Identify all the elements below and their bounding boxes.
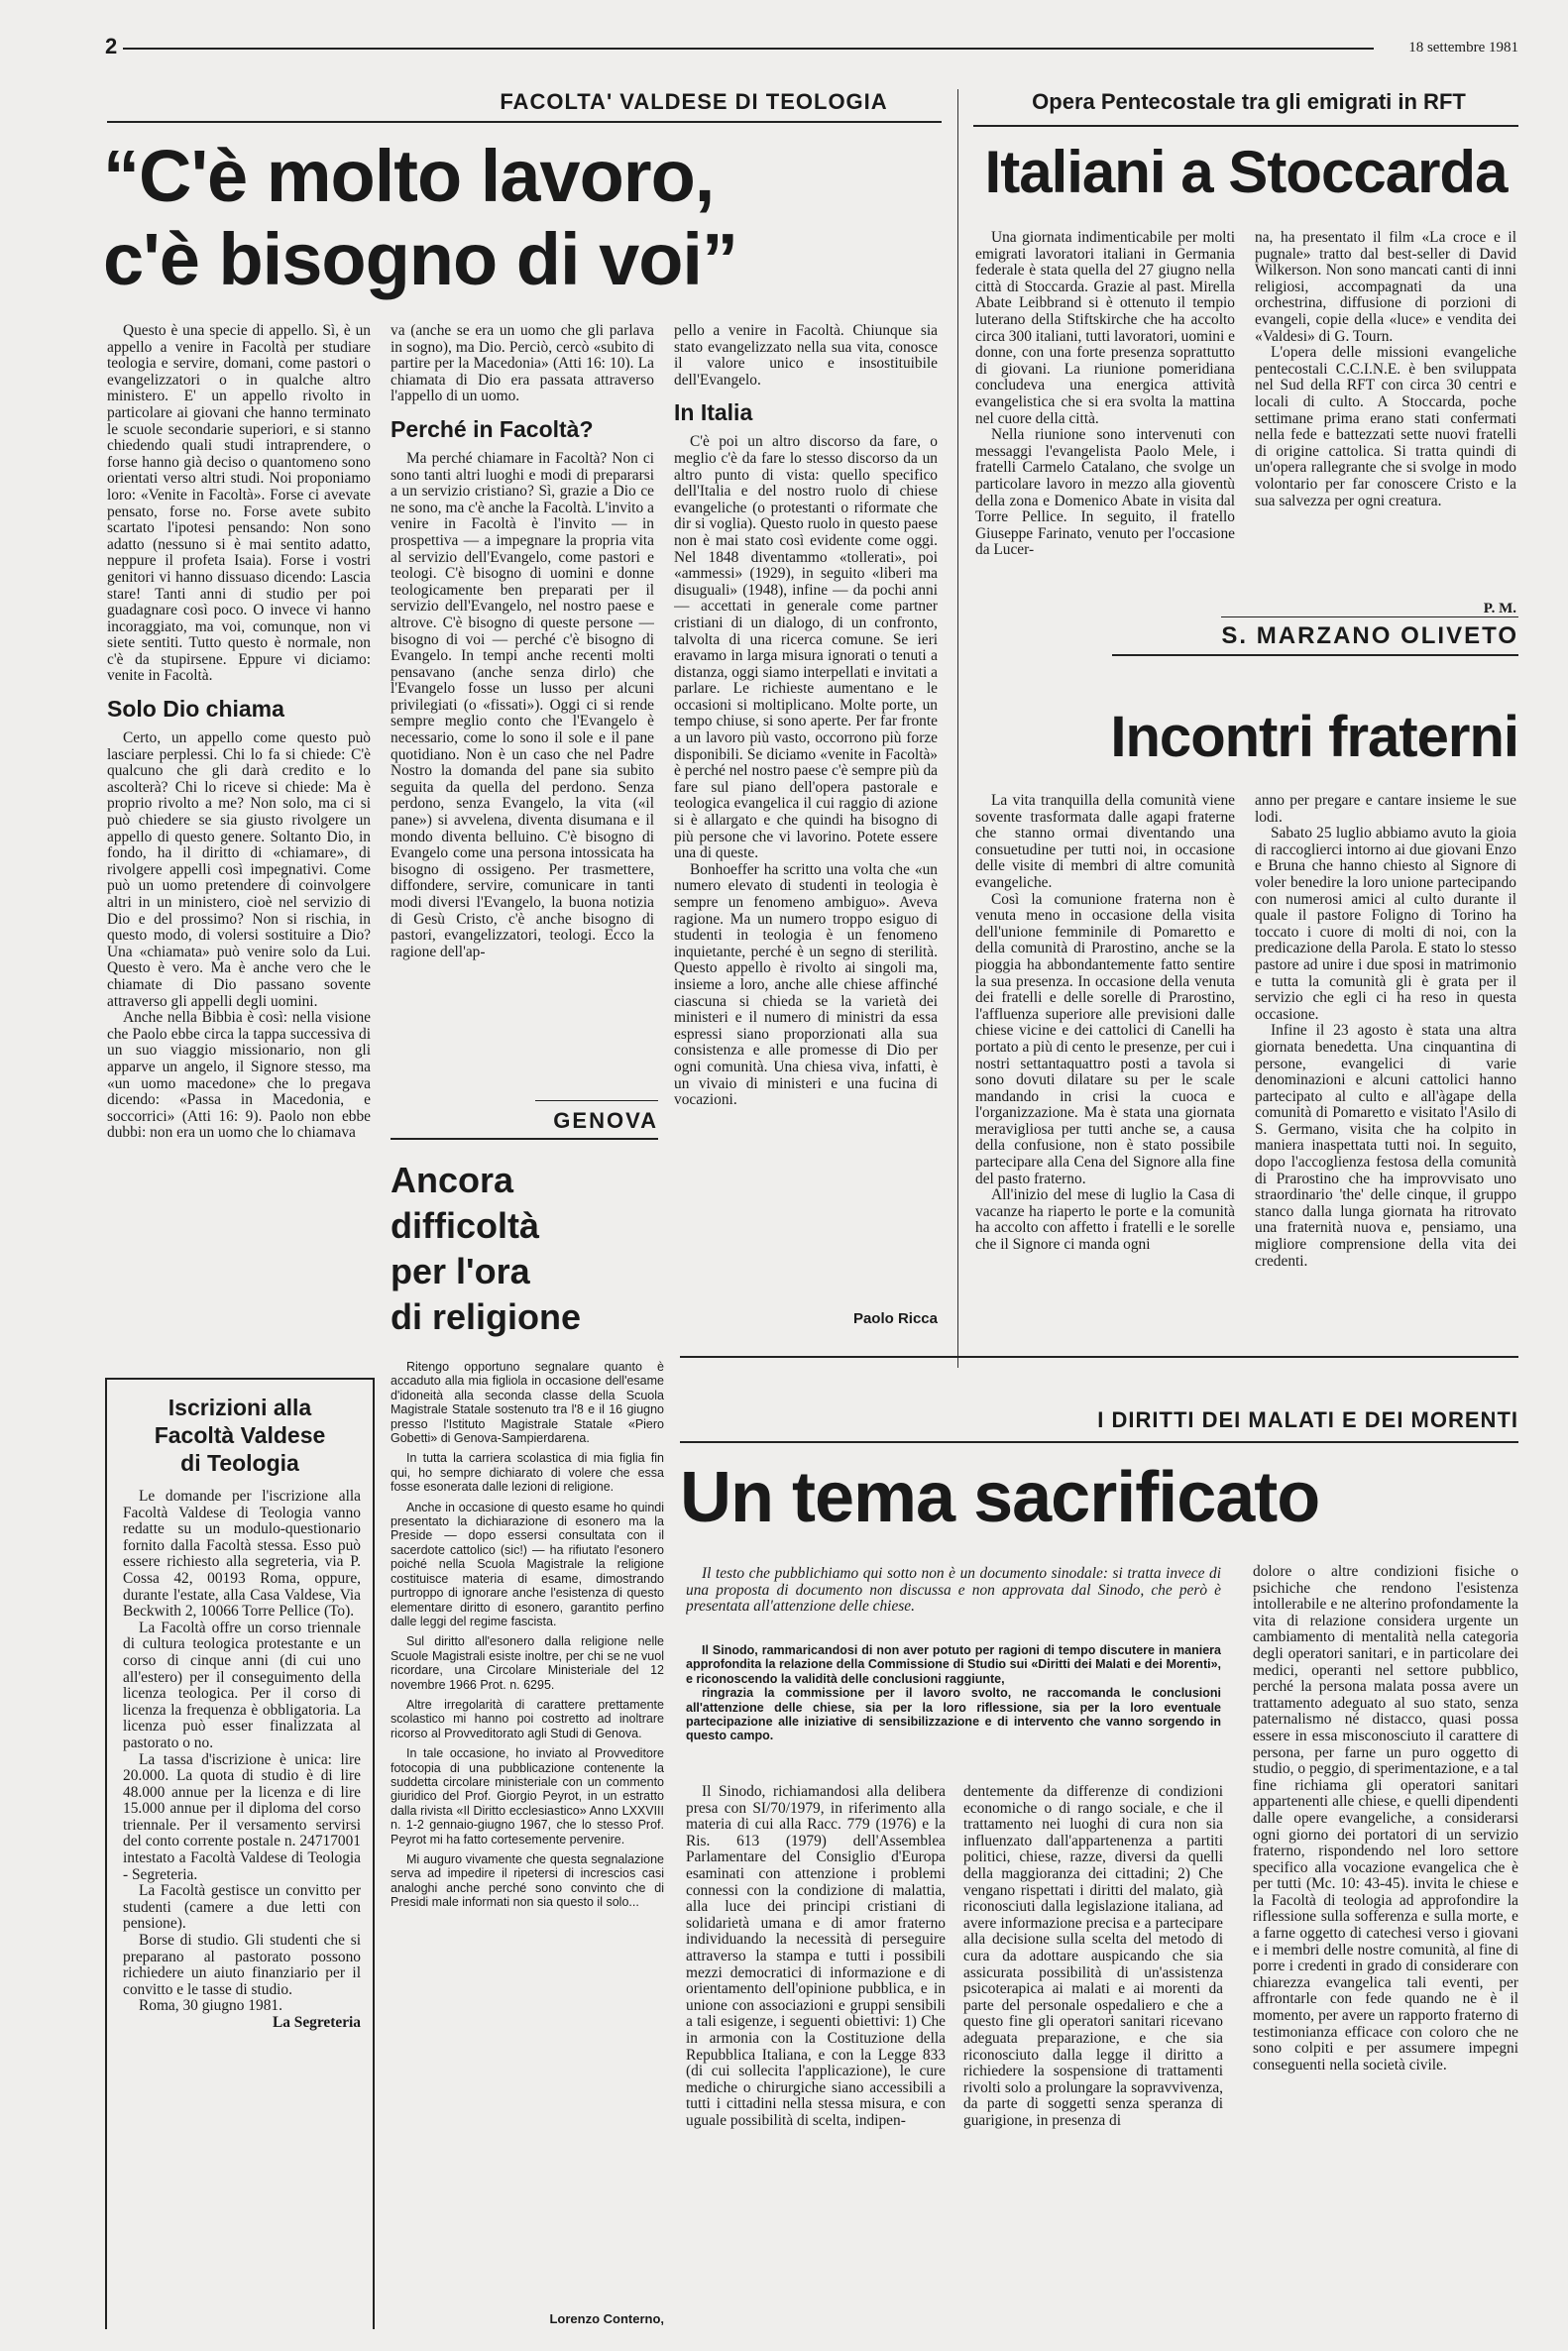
genova-paragraph: In tutta la carriera scolastica di mia figlia fin qui, ho sempre dichiarato di volere che essa fosse esonerata dalle lezioni di religione. bbox=[391, 1451, 664, 1495]
stoccarda-paragraph: L'opera delle missioni evangeliche pentecostali C.C.I.N.E. è ben sviluppata nel Sud della RFT con circa 30 centri e locali di culto. A Stoccarda, poche settimane prima erano stati confermati nella fede e battezzati sette nuovi fratelli di origine cattolica. Si tratta quindi di un'opera rallegrante che si svolge in modo volontario per far conoscere Cristo e la sua salvezza per ogni creatura. bbox=[1255, 344, 1516, 509]
box-paragraph: Borse di studio. Gli studenti che si preparano al pastorato possono richiedere un aiuto finanziario per il convitto e le tasse di studio. bbox=[123, 1932, 361, 1998]
right-middle-headline: Incontri fraterni bbox=[1110, 705, 1518, 769]
box-date: Roma, 30 giugno 1981. bbox=[139, 1997, 282, 2015]
right-middle-section: S. MARZANO OLIVETO bbox=[1221, 622, 1518, 649]
page-number: 2 bbox=[105, 34, 118, 58]
genova-headline bbox=[391, 1158, 668, 1340]
left-col1-paragraph: Certo, un appello come questo può lasciare perplessi. Chi lo fa si chiede: C'è qualcuno che gli darà credito e lo ascolterà? Chi lo riceve si chiede: Ma è proprio rivolto a me? Non solo, ma ci si può chiedere se sia giusto rivolgere un appello di questo genere. Soltanto Dio, in fondo, ha il diritto di «chiamare», di rivolgere appelli così impegnativi. Come può un uomo pretendere di coinvolgere altri in un ministero, cioè nel servizio di Dio e del prossimo? Non si rischia, in questo modo, di volersi sostituire a Dio? Una «chiamata» può venire solo da Lui. Questo è vero. Ma è anche vero che le chiamate di Dio passano sovente attraverso gli appelli degli uomini. bbox=[107, 729, 371, 1010]
genova-paragraph: Mi auguro vivamente che questa segnalazione serva ad impedire il ripetersi di increscios casi analoghi anche perché sono convinto che di Presidi male informati non sia questo il solo... bbox=[391, 1852, 664, 1910]
box-paragraph: Le domande per l'iscrizione alla Facoltà Valdese di Teologia vanno redatte su un modulo-questionario fornito dalla Facoltà stessa. Esso può essere richiesto alla segreteria, via P. Cossa 42, 00193 Roma, oppure, durante l'estate, alla Casa Valdese, Via Beckwith 2, 10066 Torre Pellice (To). bbox=[123, 1489, 361, 1621]
marzano-paragraph: anno per pregare e cantare insieme le sue lodi. bbox=[1255, 793, 1516, 826]
box-title-3: di Teologia bbox=[180, 1450, 299, 1476]
box-body bbox=[123, 1489, 361, 2242]
marzano-column-1 bbox=[975, 793, 1235, 1388]
left-col3-paragraph: pello a venire in Facoltà. Chiunque sia stato evangelizzato nella sua vita, conosce il valore unico e insostituibile dell'Evangelo. bbox=[674, 323, 938, 389]
bottom-bold-paragraph: ringrazia la commissione per il lavoro svolto, ne raccomanda le conclusioni all'attenzione delle chiese, sia per la loro riflessione, sia per la loro eventuale partecipazione alle iniziative di sensibilizzazione e di intervento che vanno sorgendo in questo campo. bbox=[686, 1686, 1221, 1743]
subhead-solo-dio: Solo Dio chiama bbox=[107, 696, 284, 723]
genova-headline-2: difficoltà bbox=[391, 1205, 539, 1246]
right-top-headline: Italiani a Stoccarda bbox=[984, 139, 1508, 205]
genova-rule bbox=[391, 1138, 658, 1140]
subhead-perche: Perché in Facoltà? bbox=[391, 415, 594, 442]
stoccarda-paragraph: Nella riunione sono intervenuti con messaggi l'evangelista Paolo Mele, i fratelli Carmelo Catalano, che svolge un particolare lavoro in mezzo alla gioventù della zona e Domenico Abate in visita dal Torre Pellice. In seguito, il fratello Giuseppe Farinato, venuto per l'occasione da Lucer- bbox=[975, 426, 1235, 559]
left-signature: Paolo Ricca bbox=[852, 1310, 938, 1327]
marzano-paragraph: Sabato 25 luglio abbiamo avuto la gioia di raccoglierci intorno ai due giovani Enzo e Bruna che hanno chiesto al Signore di voler benedire la loro unione partecipando con numerosi amici al culto durante il quale il pastore Foligno di Torino ha toccato i cuore di molti di noi, con la predicazione della Parola. E stato lo stesso pastore ad unire i due sposi in matrimonio e tutta la comunità gli è grata per il servizio che egli ci ha reso in questa occasione. bbox=[1255, 825, 1516, 1023]
box-paragraph: La Facoltà offre un corso triennale di cultura teologica protestante e un corso di cinque anni (di cui uno all'estero) per il conseguimento della licenza teologica. Per il corso di licenza la frequenza è obbligatoria. La licenza può esser finalizzata al pastorato o no. bbox=[123, 1619, 361, 1751]
left-column-1 bbox=[107, 323, 371, 1344]
genova-paragraph: Sul diritto all'esonero dalla religione nelle Scuole Magistrali esiste inoltre, per chi se ne vuol ricordare, una Circolare Ministeriale del 12 novembre 1966 Prot. n. 6295. bbox=[391, 1634, 664, 1692]
marzano-paragraph: Così la comunione fraterna non è venuta meno in occasione della visita dell'unione femminile di Pomaretto e della comunità di Prarostino, anche se la pioggia ha abbondantemente fatto sentire la sua presenza. In occasione della venuta dei fratelli e delle sorelle di Prarostino, l'affluenza superiore alle previsioni dalle chiese vicine e dei cattolici di Canelli ha portato a più di cento le presenze, per cui i nostri settantaquattro posti a tavola si sono dovuti dilatare su per le scale mandando in crisi la cuoca e l'organizzazione. Ma è stata una giornata meravigliosa per tutti anche se, a causa della confusione, non è stato possibile partecipare alla Cena del Signore alla fine del pasto fraterno. bbox=[975, 890, 1235, 1187]
bottom-column-a: Il Sinodo, richiamandosi alla delibera presa con SI/70/1979, in riferimento alla materia di cui alla Racc. 779 (1976) e la Ris. 613 (1979) dell'Assemblea Parlamentare del Consiglio d'Europa esaminati con attenzione i problemi connessi con la condizione di malattia, alla luce dei principi cristiani di solidarietà umana e di amor fraterno individuando la necessità di perseguire attraverso la stampa e tutti i possibili mezzi democratici di informazione e di orientamento dell'opinione pubblica, e in unione con associazioni e gruppi sensibili a tali esigenze, i seguenti obiettivi: 1) Che in armonia con la Costituzione della Repubblica Italiana, e con la Legge 833 (di cui sollecita l'applicazione), le cure mediche o chirurgiche siano accessibili a tutti i cittadini nella stessa misura, e con uguale possibilità di scelta, indipen- bbox=[686, 1784, 946, 2129]
genova-paragraph: Ritengo opportuno segnalare quanto è accaduto alla mia figliola in occasione dell'esame d'idoneità alla seconda classe della Scuola Magistrale Statale sostenuto tra l'8 e il 16 giugno presso l'Istituto Magistrale Statale «Piero Gobetti» di Genova-Sampierdarena. bbox=[391, 1360, 664, 1446]
right-middle-rule bbox=[1112, 654, 1518, 656]
bottom-bold-paragraph: Il Sinodo, rammaricandosi di non aver potuto per ragioni di tempo discutere in maniera approfondita la relazione della Commissione di Studio sui «Diritti dei Malati e dei Morenti», e riconoscendo la validità delle conclusioni raggiunte, bbox=[686, 1643, 1221, 1686]
left-headline-1: “C'è molto lavoro, bbox=[103, 135, 715, 217]
marzano-paragraph: All'inizio del mese di luglio la Casa di vacanze ha riaperto le porte e la comunità ha accolto con affetto i fratelli e le sorelle che il Signore ci manda ogni bbox=[975, 1186, 1235, 1254]
left-col1-paragraph: Anche nella Bibbia è così: nella visione che Paolo ebbe circa la tappa successiva di un suo viaggio missionario, non gli apparve un angelo, il Signore stesso, ma «un uomo macedone» che lo pregava dicendo: «Passa in Macedonia, e soccorrici» (Atti 16: 9). Paolo non ebbe dubbi: non era un uomo che lo chiamava bbox=[107, 1009, 371, 1142]
page-date: 18 settembre 1981 bbox=[1408, 40, 1518, 56]
left-col3-paragraph: C'è poi un altro discorso da fare, o meglio c'è da fare lo stesso discorso da un altro punto di vista: quello specifico dell'Italia e del nostro ruolo di chiese evangeliche (o protestanti o riformate che dir si voglia). Questo ruolo in questo paese non è mai stato così evidente come oggi. Nel 1848 diventammo «tollerati», poi «ammessi» (1929), in seguito «liberi ma disuguali» (1948), infine — da pochi anni — accettati in generale come partner cristiani di un dialogo, di un confronto, talvolta di una ricerca comune. Se ieri eravamo in larga misura ignorati o tenuti a distanza, oggi siamo interpellati e invitati a parlare. Le richieste aumentano e le occasioni si moltiplicano. Molte porte, un tempo chiuse, si sono aperte. Per far fronte a un lavoro più vasto, occorrono più forze disponibili. Se diciamo «venite in Facoltà» è perché nel nostro paese c'è sempre più da fare sul piano dell'opera pastorale e teologica evangelica il cui raggio di azione si è allargato e che quindi ha bisogno di più persone che vi lavorino. Potete essere una di queste. bbox=[674, 433, 938, 862]
right-top-rule bbox=[973, 125, 1518, 127]
bottom-rule bbox=[680, 1441, 1518, 1443]
genova-headline-1: Ancora bbox=[391, 1160, 514, 1200]
stoccarda-column-2 bbox=[1255, 230, 1516, 597]
bottom-column-c: dolore o altre condizioni fisiche o psichiche che rendono l'esistenza intollerabile e ne alterino profondamente la vita di relazione considera urgente un cambiamento di mentalità nella categoria degli operatori sanitari, e in particolare dei medici, operanti nel settore pubblico, perché la persona malata possa avere un trattamento adeguato al suo stato, senza paternalismo né distacco, quasi possa essere in essa misconosciuto il carattere di persona, per farne un puro oggetto di studio, o peggio, di sperimentazione, e a tal fine richiama gli operatori sanitari appartenenti alle chiese, e quelli dipendenti dalle opere evangeliche, a considerarsi ogni giorno dei portatori di un servizio fraterno, rispondendo nel loro settore specifico alla vocazione evangelica che è per tutti (Mc. 10: 43-45). invita le chiese e la Facoltà di teologia ad approfondire la riflessione sulla sofferenza e sulla morte, e a farne oggetto di catechesi verso i giovani e i membri delle nostre comunità, al fine di porre i credenti in grado di considerare con chiarezza evangelica tali eventi, per affrontarle con fede quando ne è il momento, per avere un rapporto fraterno di testimonianza efficace con coloro che ne sono colpiti e per assumere impegni conseguenti nella società civile. bbox=[1253, 1564, 1518, 2073]
subhead-in-italia: In Italia bbox=[674, 399, 753, 426]
stoccarda-column-1 bbox=[975, 230, 1235, 616]
genova-headline-3: per l'ora bbox=[391, 1251, 530, 1291]
bottom-intro: Il testo che pubblichiamo qui sotto non è un documento sinodale: si tratta invece di una proposta di documento non discussa e non approvata dal Sinodo, che però è presentata all'attenzione delle chiese. bbox=[686, 1566, 1221, 1616]
box-paragraph: La tassa d'iscrizione è unica: lire 20.000. La quota di studio è di lire 48.000 annue per la licenza e di lire 15.000 annue per il diploma del corso triennale. Per il versamento servirsi del conto corrente postale n. 24717001 intestato a Facoltà Valdese di Teologia - Segreteria. bbox=[123, 1750, 361, 1883]
bottom-rule-top bbox=[680, 1356, 1518, 1358]
left-col2-paragraph: va (anche se era un uomo che gli parlava in sogno), ma Dio. Perciò, cercò «subito di partire per la Macedonia» (Atti 16: 10). La chiamata di Dio era passata attraverso l'appello di un uomo. bbox=[391, 323, 654, 405]
genova-paragraph: In tale occasione, ho inviato al Provveditore fotocopia di una pubblicazione contenente la suddetta circolare ministeriale con un commento giuridico del Prof. Giorgio Peyrot, in un estratto dalla rivista «Il Diritto ecclesiastico» Anno LXXVIII n. 1-2 gennaio-giugno 1967, che lo stesso Prof. Peyrot mi ha fatto cortesemente pervenire. bbox=[391, 1746, 664, 1847]
genova-rule-top bbox=[535, 1100, 658, 1101]
bottom-headline: Un tema sacrificato bbox=[680, 1458, 1320, 1537]
left-col3-paragraph: Bonhoeffer ha scritto una volta che «un numero elevato di studenti in teologia è sempre un fenomeno ambiguo». Aveva ragione. Ma un numero troppo esiguo di studenti in teologia è un fenomeno inquietante, perché è un segno di sterilità. Questo appello è rivolto ai singoli ma, insieme a loro, anche alle chiese affinché ciascuna si chieda se la varietà dei ministeri e il numero di ministri da essa espressi siano proporzionati alla sua consistenza e alle promesse di Dio per ogni comunità. Una chiesa viva, infatti, è un vivaio di ministeri e una fucina di vocazioni. bbox=[674, 860, 938, 1109]
genova-signature: Lorenzo Conterno, bbox=[549, 2311, 664, 2326]
bottom-bold-block bbox=[686, 1643, 1221, 1762]
stoccarda-signature: P. M. bbox=[1483, 601, 1516, 616]
genova-body bbox=[391, 1360, 664, 2301]
genova-section: GENOVA bbox=[553, 1108, 658, 1133]
right-middle-rule-top bbox=[1221, 616, 1518, 617]
left-column-3 bbox=[674, 323, 938, 1304]
left-column-2 bbox=[391, 323, 654, 1106]
left-col1-paragraph: Questo è una specie di appello. Sì, è un appello a venire in Facoltà per studiare teologia e servire, domani, come pastori o evangelizzatori o in qualche altro ministero. E' un appello rivolto in particolare ai giovani che hanno terminato le scuole secondarie superiori, e si stanno chiedendo quali studi intraprendere, o forse hanno già deciso o quantomeno sono orientati verso altri studi. Noi proponiamo loro: «Venite in Facoltà». Forse ci avevate pensato, forse no. Forse avete subito scartato l'ipotesi pensando: Non sono adatto (nessuno si è mai sentito adatto, neppure il profeta Isaia). Forse i vostri genitori vi hanno dissuaso dicendo: Lascia stare! Tanti anni di studio per poi guadagnare così poco. O invece vi hanno incoraggiato, ma voi, comunque, non vi siete sentiti. Tutto questo è normale, non c'è da stupirsene. Eppure vi diciamo: venite in Facoltà. bbox=[107, 323, 371, 685]
header-rule bbox=[123, 48, 1374, 50]
column-divider bbox=[957, 89, 958, 1368]
right-top-section: Opera Pentecostale tra gli emigrati in RFT bbox=[1032, 89, 1466, 114]
genova-headline-4: di religione bbox=[391, 1296, 582, 1337]
iscrizioni-box bbox=[105, 1378, 375, 2329]
bottom-column-b: dentemente da differenze di condizioni economiche o di rango sociale, e che il trattamento nei luoghi di cura non sia influenzato dall'appartenenza a partiti politici, chiese, razze, diversi da quelli della maggioranza dei cittadini; 2) Che vengano rispettati i diritti del malato, già riconosciuti dalla legislazione italiana, ad avere informazione precisa e a partecipare alla decisione sulla scelta del metodo di cura da adottare auspicando che sia assicurata possibilità di un'assistenza psicoterapica ai malati e ai morenti da parte del personale ospedaliero e che a questo fine gli operatori sanitari ricevano adeguata preparazione, e che sia riconosciuto dalla legge il diritto a richiedere la sospensione di trattamenti rivolti solo a prolungare la sopravvivenza, da parte di soggetti senza speranza di guarigione, in presenza di bbox=[963, 1784, 1223, 2129]
box-signature: La Segreteria bbox=[272, 2014, 361, 2031]
bottom-section: I DIRITTI DEI MALATI E DEI MORENTI bbox=[1097, 1407, 1518, 1432]
box-paragraph: La Facoltà gestisce un convitto per studenti (camere a due letti con pensione). bbox=[123, 1882, 361, 1933]
marzano-column-2 bbox=[1255, 793, 1516, 1388]
marzano-paragraph: La vita tranquilla della comunità viene sovente trasformata dalle agapi fraterne che stanno ormai diventando una consuetudine per tutti noi, in occasione delle visite di membri di altre comunità evangeliche. bbox=[975, 793, 1235, 891]
box-title-2: Facoltà Valdese bbox=[154, 1422, 326, 1448]
box-title-1: Iscrizioni alla bbox=[168, 1395, 312, 1420]
genova-paragraph: Altre irregolarità di carattere prettamente scolastico mi hanno poi costretto ad inoltrare ricorso al Provveditorato agli Studi di Genova. bbox=[391, 1697, 664, 1740]
marzano-paragraph: Infine il 23 agosto è stata una altra giornata benedetta. Una cinquantina di persone, evangelici di varie denominazioni e alcuni cattolici hanno partecipato al culto e all'àgape della comunità di Pomaretto e visitato l'Asilo di S. Germano, visita che ha colpito in maniera inaspettata tutti noi. In seguito, dopo l'accoglienza festosa della comunità di Prarostino che ha improvvisato uno straordinario 'the' delle cinque, il gruppo stanco dalla lunga giornata ha ritrovato una fraternità nuova e, pensiamo, una migliore comprensione della vita dei credenti. bbox=[1255, 1022, 1516, 1270]
genova-paragraph: Anche in occasione di questo esame ho quindi presentato la dichiarazione di esonero ma la Preside — dopo essersi consultata con il sacerdote cattolico (sic!) — ha rifiutato l'esonero poiché nella Scuola Magistrale la religione costituisce materia di esame, dimostrando purtroppo di ignorare anche l'esistenza di questo elementare diritto di esonero, garantito perfino dalle leggi del regime fascista. bbox=[391, 1500, 664, 1628]
left-col2-paragraph: Ma perché chiamare in Facoltà? Non ci sono tanti altri luoghi e modi di prepararsi a un servizio cristiano? Sì, grazie a Dio ce ne sono, ma c'è anche la Facoltà. L'invito a venire in Facoltà è l'invito — in prospettiva — a impegnare la propria vita al servizio dell'Evangelo, come pastori e teologi. C'è bisogno di uomini e donne teologicamente ben preparati per il servizio dell'Evangelo, nel nostro paese e altrove. C'è bisogno di queste persone — bisogno di voi — perché c'è bisogno di Evangelo. In tempi anche recenti molti pensavano (anche senza dirlo) che l'Evangelo fosse un lusso per alcuni privilegiati (o «fissati»). Oggi ci si rende sempre meglio conto che l'Evangelo è necessario, come lo sono il sole e il pane quotidiano. Non è un caso che nel Padre Nostro la domanda del pane sia subito seguita da quella del perdono. Senza perdono, senza Evangelo, la vita («il pane») si avvelena, diventa disumana e il mondo diventa belluino. C'è bisogno di Evangelo come una persona intossicata ha bisogno di ossigeno. Per trasmettere, diffondere, servire, comunicare in tanti modi diversi l'Evangelo, la buona notizia di Gesù Cristo, c'è anche bisogno di pastori, evangelizzatori, teologi. Ecco la ragione dell'ap- bbox=[391, 449, 654, 960]
left-section-rule bbox=[107, 121, 942, 123]
stoccarda-paragraph: na, ha presentato il film «La croce e il pugnale» tratto dal best-seller di David Wilkerson. Non sono mancati canti di inni religiosi, accompagnati da una orchestrina, diffusione di porzioni di evangeli, copie della «luce» e vendita dei «Valdesi» di G. Tourn. bbox=[1255, 230, 1516, 345]
left-section-title: FACOLTA' VALDESE DI TEOLOGIA bbox=[500, 89, 888, 114]
stoccarda-paragraph: Una giornata indimenticabile per molti emigrati lavoratori italiani in Germania federale è stata quella del 27 giugno nella città di Stoccarda. Grazie al past. Mirella Abate Leibbrand si è ottenuto il tempio luterano della Stiftskirche che ha accolto circa 300 italiani, tutti lavoratori, uomini e donne, con una forte presenza soprattutto di giovani. La riunione pomeridiana concludeva una energica attività evangelistica che si era svolta la mattina nel cuore della città. bbox=[975, 230, 1235, 427]
left-headline-2: c'è bisogno di voi” bbox=[103, 218, 737, 300]
